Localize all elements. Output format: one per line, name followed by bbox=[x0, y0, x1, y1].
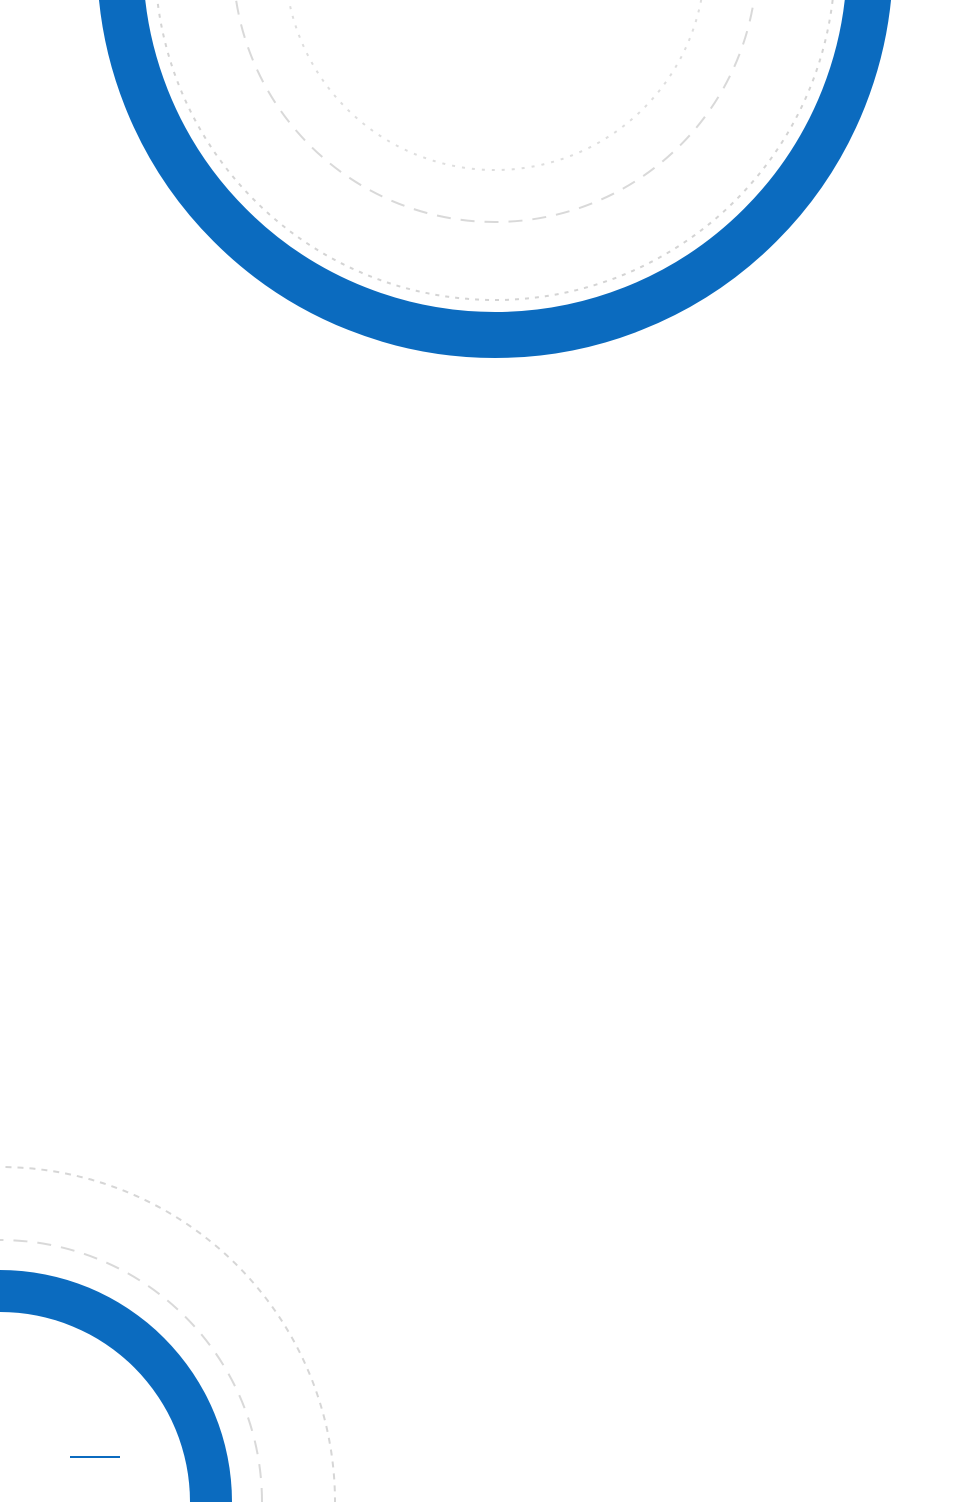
page-number-rule bbox=[70, 1456, 120, 1458]
body-text bbox=[248, 398, 814, 404]
top-ornamental-circle bbox=[120, 0, 870, 335]
bottom-ornamental-circle bbox=[0, 1167, 335, 1502]
